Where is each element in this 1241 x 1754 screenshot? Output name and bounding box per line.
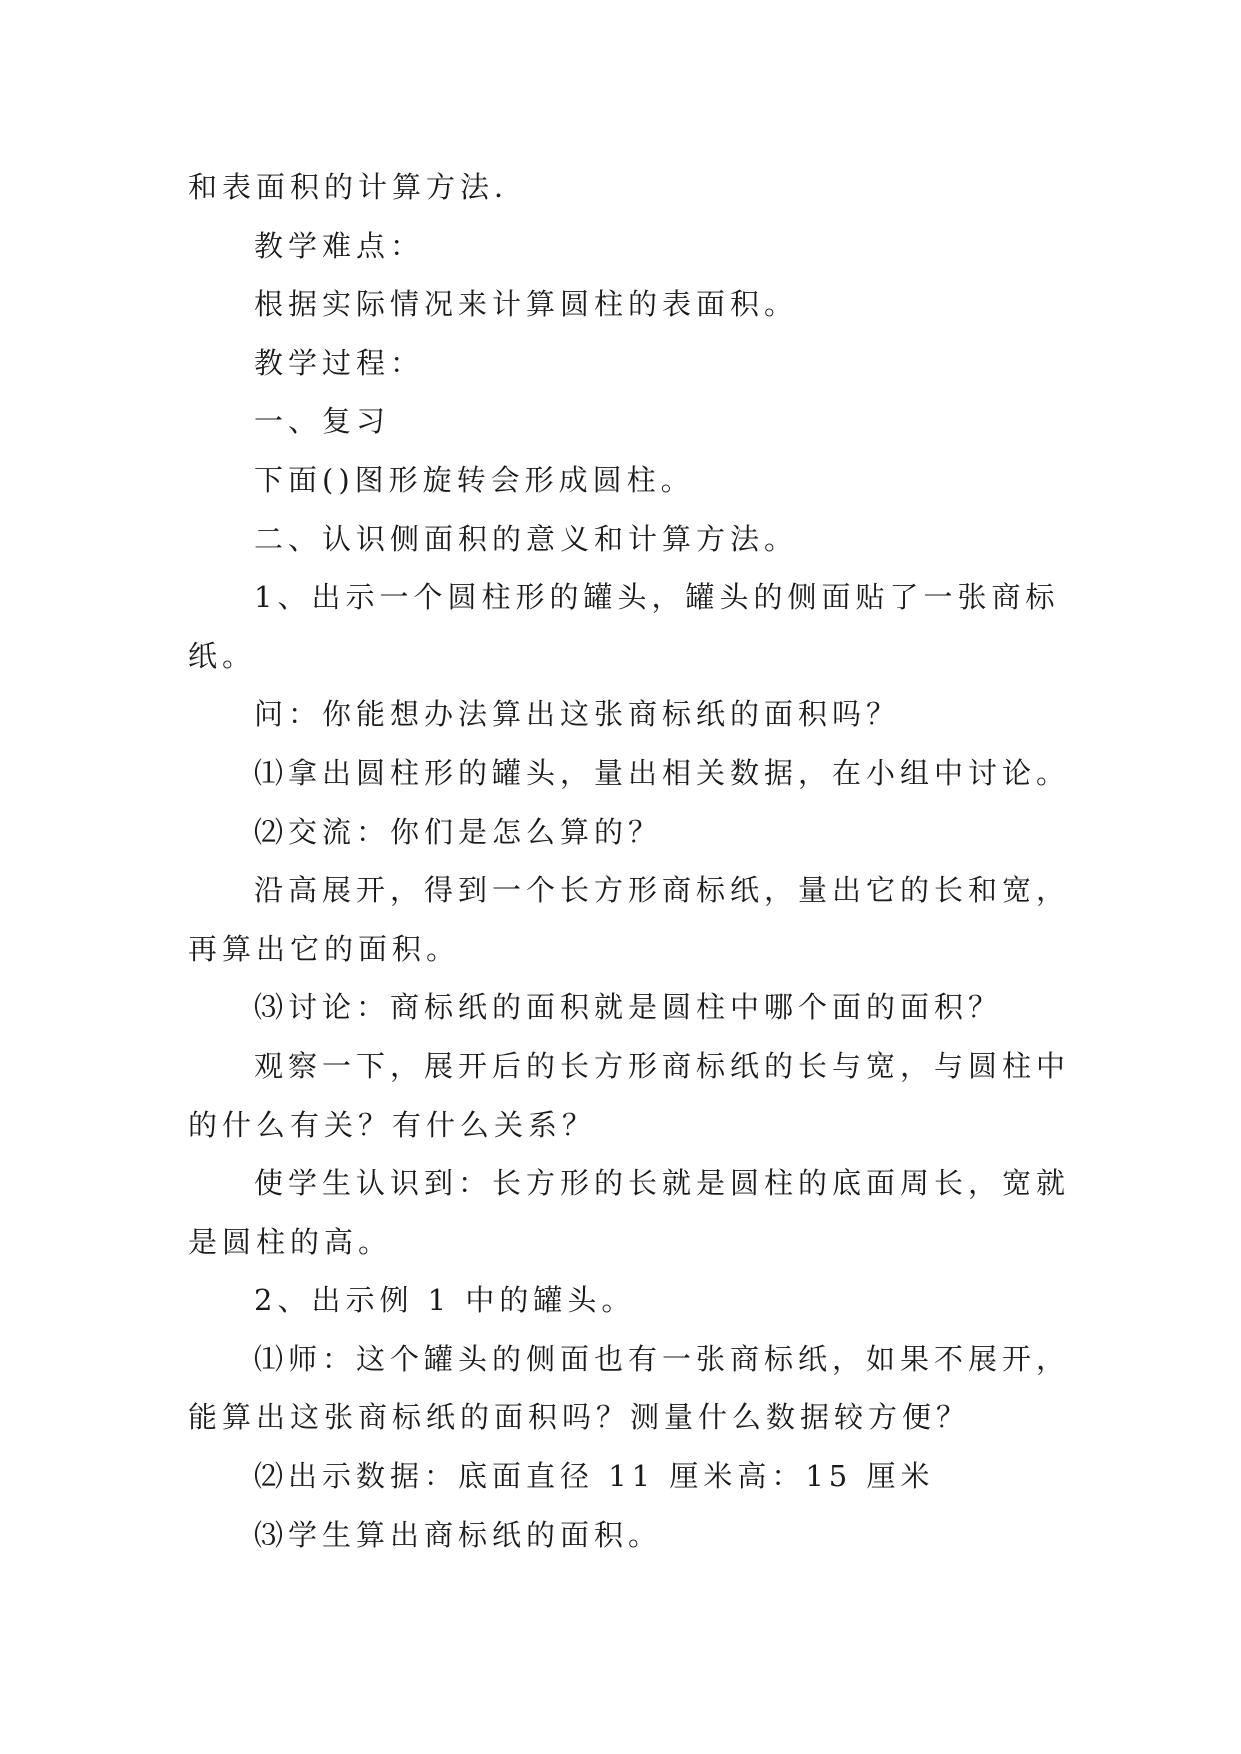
text-line: 的什么有关？有什么关系？ <box>188 1107 597 1142</box>
text-line: 根据实际情况来计算圆柱的表面积。 <box>254 287 799 322</box>
text-line: ⑶讨论：商标纸的面积就是圆柱中哪个面的面积？ <box>254 990 1003 1025</box>
text-line: 是圆柱的高。 <box>188 1224 393 1259</box>
text-line: ⑶学生算出商标纸的面积。 <box>254 1517 663 1552</box>
text-line: 2、出示例 1 中的罐头。 <box>254 1283 636 1318</box>
section-heading: 教学难点： <box>254 228 425 263</box>
text-line: ⑵出示数据：底面直径 11 厘米高：15 厘米 <box>254 1459 935 1494</box>
text-line: 观察一下，展开后的长方形商标纸的长与宽，与圆柱中 <box>254 1048 1071 1083</box>
text-line: 下面()图形旋转会形成圆柱。 <box>254 462 695 497</box>
text-line: ⑵交流：你们是怎么算的？ <box>254 814 663 849</box>
text-line: 和表面积的计算方法． <box>188 170 529 204</box>
section-heading: 一、复习 <box>254 404 391 439</box>
text-line: ⑴拿出圆柱形的罐头，量出相关数据，在小组中讨论。 <box>254 755 1071 790</box>
text-line: 问：你能想办法算出这张商标纸的面积吗？ <box>254 697 901 732</box>
text-line: 再算出它的面积。 <box>188 931 461 966</box>
text-line: 沿高展开，得到一个长方形商标纸，量出它的长和宽， <box>254 873 1071 908</box>
text-line: 纸。 <box>188 638 257 673</box>
text-line: 使学生认识到：长方形的长就是圆柱的底面周长，宽就 <box>254 1166 1071 1201</box>
text-line: 能算出这张商标纸的面积吗？测量什么数据较方便？ <box>188 1400 971 1435</box>
text-line: ⑴师：这个罐头的侧面也有一张商标纸，如果不展开， <box>254 1341 1071 1376</box>
section-heading: 二、认识侧面积的意义和计算方法。 <box>254 521 799 556</box>
section-heading: 教学过程： <box>254 345 425 380</box>
document-body <box>188 158 1071 1564</box>
text-line: 1、出示一个圆柱形的罐头，罐头的侧面贴了一张商标 <box>254 580 1060 615</box>
